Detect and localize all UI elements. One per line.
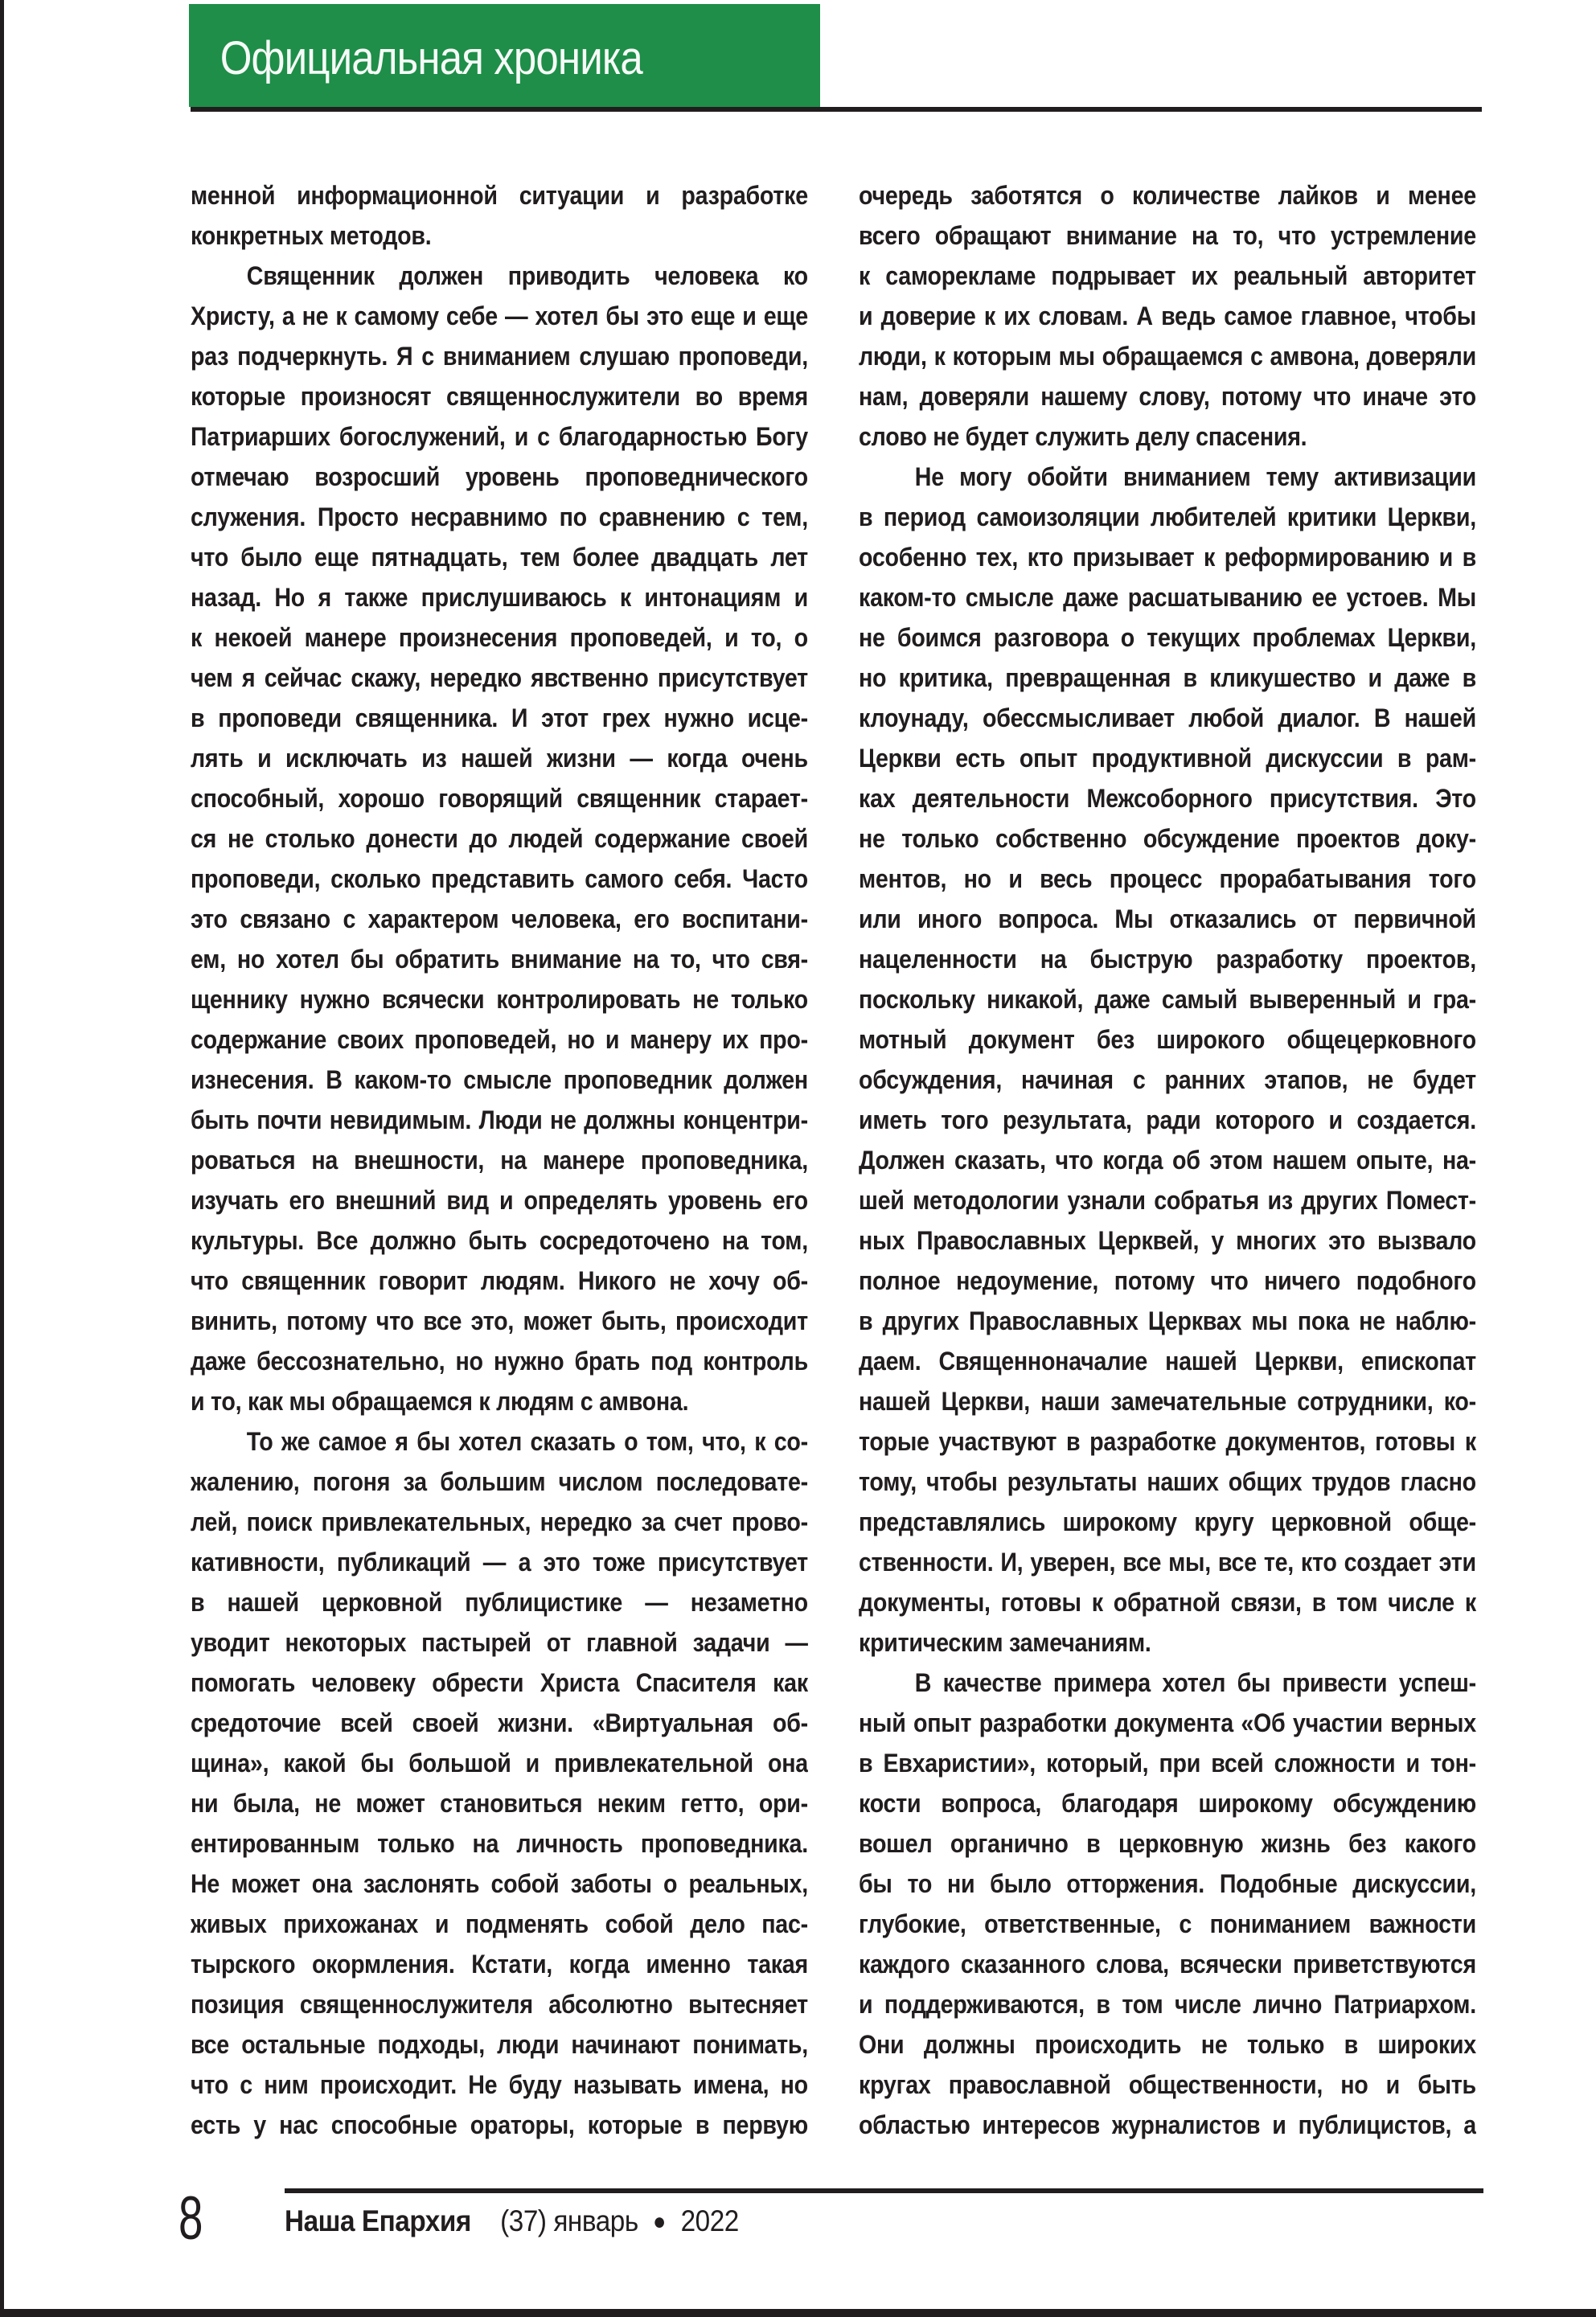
text-line: живых прихожанах и подменять собой дело пас- — [191, 1909, 808, 1938]
text-line: изучать его внешний вид и определять уровень его — [191, 1186, 808, 1215]
page-edge-left — [0, 0, 4, 2317]
paragraph — [191, 175, 808, 256]
text-line: помогать человеку обрести Христа Спасителя как — [191, 1668, 808, 1697]
text-line: иметь того результата, ради которого и создается. — [859, 1105, 1476, 1134]
text-line: ни была, не может становиться неким гетто, ори- — [191, 1789, 808, 1818]
text-line: способный, хорошо говорящий священник старает- — [191, 784, 808, 813]
text-line: ках деятельности Межсоборного присутствия. Это — [859, 784, 1476, 813]
text-line: что с ним происходит. Не буду называть имена, но — [191, 2070, 808, 2099]
text-line: это связано с характером человека, его воспитани- — [191, 904, 808, 933]
text-line: есть у нас способные ораторы, которые в первую — [191, 2110, 808, 2139]
section-title: Официальная хроника — [220, 31, 642, 84]
text-line: в период самоизоляции любителей критики Церкви, — [859, 502, 1476, 531]
text-line: которые произносят священнослужители во время — [191, 382, 808, 411]
footer-rule — [285, 2188, 1483, 2193]
text-line: бы то ни было отторжения. Подобные дискуссии, — [859, 1869, 1476, 1898]
text-line: люди, к которым мы обращаемся с амвона, доверяли — [859, 342, 1476, 371]
text-line: мотный документ без широкого общецерковного — [859, 1025, 1476, 1054]
text-line: Должен сказать, что когда об этом нашем опыте, на- — [859, 1146, 1476, 1175]
text-line: даем. Священноначалие нашей Церкви, епископат — [859, 1347, 1476, 1376]
text-line: обсуждения, начиная с ранних этапов, не будет — [859, 1065, 1476, 1094]
text-line: тырского окормления. Кстати, когда именно такая — [191, 1950, 808, 1979]
text-line: даже бессознательно, но нужно брать под контроль — [191, 1347, 808, 1376]
text-line: не только собственно обсуждение проектов доку- — [859, 824, 1476, 853]
text-line: ных Православных Церквей, у многих это вызвало — [859, 1226, 1476, 1255]
text-line: щеннику нужно всячески контролировать не только — [191, 985, 808, 1014]
text-line: к некоей манере произнесения проповедей, и то, о — [191, 623, 808, 652]
text-line: проповеди, сколько представить самого себя. Часто — [191, 864, 808, 893]
text-line: Патриарших богослужений, и с благодарностью Богу — [191, 422, 808, 451]
text-line: чем я сейчас скажу, нередко явственно присутствует — [191, 663, 808, 692]
footer-info — [285, 2204, 739, 2238]
text-line: глубокие, ответственные, с пониманием важности — [859, 1909, 1476, 1938]
text-line: к саморекламе подрывает их реальный авторитет — [859, 261, 1476, 290]
paragraph — [191, 1421, 808, 2145]
text-line: в Евхаристии», который, при всей сложности и тон- — [859, 1749, 1476, 1778]
text-line: менной информационной ситуации и разработке — [191, 181, 808, 210]
issue-year: 2022 — [680, 2204, 739, 2237]
text-line: что священник говорит людям. Никого не хочу об- — [191, 1266, 808, 1295]
text-line: раз подчеркнуть. Я с вниманием слушаю проповеди, — [191, 342, 808, 371]
text-line: средоточие всей своей жизни. «Виртуальная об- — [191, 1708, 808, 1737]
text-line: но критика, превращенная в кликушество и даже в — [859, 663, 1476, 692]
text-line: критическим замечаниям. — [859, 1628, 1151, 1657]
text-line: в других Православных Церквах мы пока не наблю- — [859, 1306, 1476, 1335]
text-line: Не могу обойти вниманием тему активизации — [914, 462, 1476, 491]
text-line: каждого сказанного слова, всячески приветствуются — [859, 1950, 1476, 1979]
paragraph — [859, 1663, 1476, 2145]
text-line: Христу, а не к самому себе — хотел бы это еще и еще — [191, 301, 808, 330]
text-line: полное недоумение, потому что ничего подобного — [859, 1266, 1476, 1295]
page-edge-bottom — [0, 2309, 1596, 2317]
text-line: или иного вопроса. Мы отказались от первичной — [859, 904, 1476, 933]
text-line: роваться на внешности, на манере проповедника, — [191, 1146, 808, 1175]
text-line: служения. Просто несравнимо по сравнению с тем, — [191, 502, 808, 531]
text-line: не боимся разговора о текущих проблемах Церкви, — [859, 623, 1476, 652]
text-line: торые участвуют в разработке документов, готовы к — [859, 1427, 1476, 1456]
text-line: клоунаду, обессмысливает любой диалог. В нашей — [859, 703, 1476, 732]
text-line: областью интересов журналистов и публицистов, а — [859, 2110, 1476, 2139]
text-line: нашей Церкви, наши замечательные сотрудники, ко- — [859, 1387, 1476, 1416]
paragraph — [859, 175, 1476, 457]
text-line: Церкви есть опыт продуктивной дискуссии в рам- — [859, 744, 1476, 773]
text-line: винить, потому что все это, может быть, происходит — [191, 1306, 808, 1335]
text-line: нам, доверяли нашему слову, потому что иначе это — [859, 382, 1476, 411]
text-line: тому, чтобы результаты наших общих трудов гласно — [859, 1467, 1476, 1496]
text-line: щина», какой бы большой и привлекательной она — [191, 1749, 808, 1778]
text-line: культуры. Все должно быть сосредоточено на том, — [191, 1226, 808, 1255]
text-line: ем, но хотел бы обратить внимание на то, что свя- — [191, 945, 808, 974]
text-column-left — [191, 175, 808, 2145]
text-line: слово не будет служить делу спасения. — [859, 422, 1307, 451]
text-line: представлялись широкому кругу церковной обще- — [859, 1507, 1476, 1536]
text-line: Не может она заслонять собой заботы о реальных, — [191, 1869, 808, 1898]
text-line: все остальные подходы, люди начинают понимать, — [191, 2030, 808, 2059]
text-line: кругах православной общественности, но и быть — [859, 2070, 1476, 2099]
text-line: уводит некоторых пастырей от главной задачи — — [191, 1628, 808, 1657]
text-line: позиция священнослужителя абсолютно вытесняет — [191, 1990, 808, 2019]
text-line: что было еще пятнадцать, тем более двадцать лет — [191, 543, 808, 572]
text-line: ный опыт разработки документа «Об участии верных — [859, 1708, 1476, 1737]
section-banner — [189, 4, 820, 107]
text-line: в нашей церковной публицистике — незаметно — [191, 1588, 808, 1617]
bullet-separator: ● — [653, 2208, 667, 2235]
text-line: и поддерживаются, в том числе лично Патриархом. — [859, 1990, 1476, 2019]
text-line: ентированным только на личность проповедника. — [191, 1829, 808, 1858]
text-line: шей методологии узнали собратья из других Помест- — [859, 1186, 1476, 1215]
header-rule — [191, 107, 1482, 112]
text-line: документы, готовы к обратной связи, в том числе к — [859, 1588, 1476, 1617]
text-line: нацеленности на быструю разработку проектов, — [859, 945, 1476, 974]
text-line: изнесения. В каком-то смысле проповедник должен — [191, 1065, 808, 1094]
text-line: содержание своих проповедей, но и манеру их про- — [191, 1025, 808, 1054]
text-line: очередь заботятся о количестве лайков и менее — [859, 181, 1476, 210]
text-line: Священник должен приводить человека ко — [246, 261, 808, 290]
text-line: и доверие к их словам. А ведь самое главное, чтобы — [859, 301, 1476, 330]
text-line: особенно тех, кто призывает к реформированию и в — [859, 543, 1476, 572]
text-column-right — [859, 175, 1476, 2145]
text-line: всего обращают внимание на то, что устремление — [859, 221, 1476, 250]
text-line: конкретных методов. — [191, 221, 432, 250]
text-line: лять и исключать из нашей жизни — когда очень — [191, 744, 808, 773]
text-line: лей, поиск привлекательных, нередко за счет прово- — [191, 1507, 808, 1536]
text-line: То же самое я бы хотел сказать о том, что, к со- — [246, 1427, 808, 1456]
text-line: каком-то смысле даже расшатыванию ее устоев. Мы — [859, 583, 1476, 612]
text-line: назад. Но я также прислушиваюсь к интонациям и — [191, 583, 808, 612]
text-line: ственности. И, уверен, все мы, все те, кто создает эти — [859, 1548, 1476, 1577]
text-line: ментов, но и весь процесс прорабатывания того — [859, 864, 1476, 893]
page-number: 8 — [178, 2184, 203, 2253]
text-line: ся не столько донести до людей содержание своей — [191, 824, 808, 853]
paragraph — [191, 256, 808, 1421]
text-line: вошел органично в церковную жизнь без какого — [859, 1829, 1476, 1858]
text-line: в проповеди священника. И этот грех нужно исце- — [191, 703, 808, 732]
paragraph — [859, 457, 1476, 1663]
text-line: быть почти невидимым. Люди не должны концентри- — [191, 1105, 808, 1134]
text-line: поскольку никакой, даже самый выверенный и гра- — [859, 985, 1476, 1014]
text-line: отмечаю возросший уровень проповеднического — [191, 462, 808, 491]
magazine-name: Наша Епархия — [285, 2204, 471, 2237]
text-line: и то, как мы обращаемся к людям с амвона. — [191, 1387, 689, 1416]
text-line: Они должны происходить не только в широких — [859, 2030, 1476, 2059]
text-line: кативности, публикаций — а это тоже присутствует — [191, 1548, 808, 1577]
text-line: жалению, погоня за большим числом последовате- — [191, 1467, 808, 1496]
text-line: В качестве примера хотел бы привести успеш- — [914, 1668, 1476, 1697]
issue-info: (37) январь — [500, 2204, 638, 2237]
text-line: кости вопроса, благодаря широкому обсуждению — [859, 1789, 1476, 1818]
